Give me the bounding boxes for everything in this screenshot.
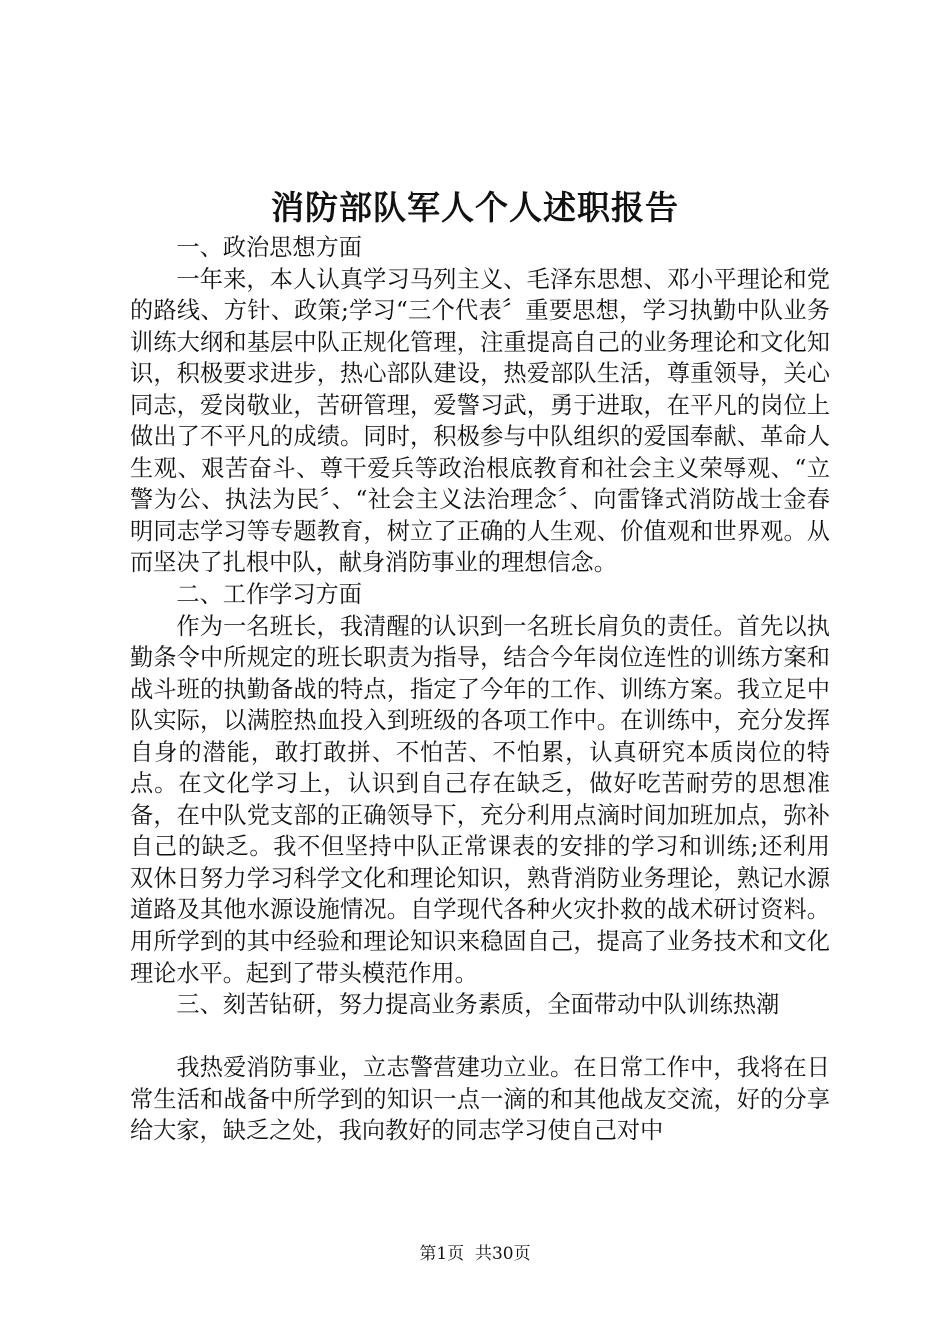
section-heading-work-study: 二、工作学习方面 bbox=[176, 581, 362, 609]
paragraph-diligent-study: 我热爱消防事业，立志警营建功立业。在日常工作中，我将在日常生活和战备中所学到的知识一点一滴的和其他战友交流，好的分享给大家，缺乏之处，我向教好的同志学习使自己对中 bbox=[130, 1054, 830, 1145]
document-body bbox=[130, 232, 830, 1147]
section-heading-diligent-study: 三、刻苦钻研，努力提高业务素质，全面带动中队训练热潮 bbox=[176, 991, 780, 1019]
page-number-label: 第1页 共30页 bbox=[419, 1244, 531, 1264]
paragraph-political-thought: 一年来，本人认真学习马列主义、毛泽东思想、邓小平理论和党的路线、方针、政策;学习“三个代表〞重要思想，学习执勤中队业务训练大纲和基层中队正规化管理，注重提高自己的业务理论和文化知识，积极要求进步，热心部队建设，热爱部队生活，尊重领导，关心同志，爱岗敬业，苦研管理，爱警习武，勇于进取，在平凡的岗位上做出了不平凡的成绩。同时，积极参与中队组织的爱国奉献、革命人生观、艰苦奋斗、尊干爱兵等政治根底教育和社会主义荣辱观、“立警为公、执法为民〞、“社会主义法治理念〞、向雷锋式消防战士金春明同志学习等专题教育，树立了正确的人生观、价值观和世界观。从而坚决了扎根中队，献身消防事业的理想信念。 bbox=[130, 265, 830, 577]
section-heading-political: 一、政治思想方面 bbox=[176, 234, 362, 261]
document-title: 消防部队军人个人述职报告 bbox=[271, 188, 679, 227]
paragraph-work-study: 作为一名班长，我清醒的认识到一名班长肩负的责任。首先以执勤条令中所规定的班长职责为指导，结合今年岗位连性的训练方案和战斗班的执勤备战的特点，指定了今年的工作、训练方案。我立足中队实际，以满腔热血投入到班级的各项工作中。在训练中，充分发挥自身的潜能，敢打敢拼、不怕苦、不怕累，认真研究本质岗位的特点。在文化学习上，认识到自己存在缺乏，做好吃苦耐劳的思想准备，在中队党支部的正确领导下，充分利用点滴时间加班加点，弥补自己的缺乏。我不但坚持中队正常课表的安排的学习和训练;还利用双休日努力学习科学文化和理论知识，熟背消防业务理论，熟记水源道路及其他水源设施情况。自学现代各种火灾扑救的战术研讨资料。用所学到的其中经验和理论知识来稳固自己，提高了业务技术和文化理论水平。起到了带头模范作用。 bbox=[130, 612, 830, 987]
page-footer bbox=[0, 1242, 950, 1266]
